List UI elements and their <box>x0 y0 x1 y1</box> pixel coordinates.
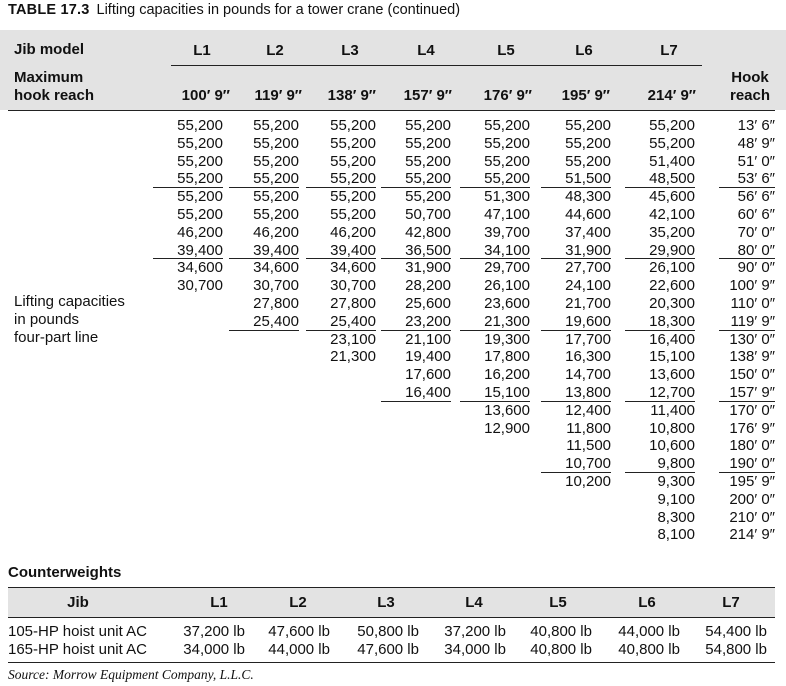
cw-value: 47,600 lb <box>357 641 419 658</box>
hook-reach-cell: 176′ 9″ <box>729 419 775 437</box>
hook-reach-cell: 110′ 0″ <box>730 294 775 312</box>
capacity-cell: 55,200 <box>484 117 530 134</box>
capacity-cell: 46,200 <box>253 223 299 241</box>
capacity-cell: 13,800 <box>541 384 611 402</box>
capacity-cell: 55,200 <box>565 134 611 152</box>
capacity-cell: 55,200 <box>484 134 530 152</box>
capacity-cell: 42,100 <box>649 205 695 223</box>
capacity-cell: 15,100 <box>649 348 695 366</box>
table-caption <box>8 2 460 18</box>
capacity-cell: 19,600 <box>541 313 611 331</box>
capacity-cell: 42,800 <box>405 223 451 241</box>
capacity-cell: 55,200 <box>229 170 299 188</box>
capacity-cell: 16,200 <box>484 366 530 384</box>
capacity-cell: 55,200 <box>253 205 299 223</box>
hook-reach-cell: 100′ 9″ <box>729 277 775 295</box>
capacity-cell: 55,200 <box>405 117 451 134</box>
max-reach-l6: 195′ 9″ <box>561 87 610 104</box>
capacity-cell: 16,300 <box>565 348 611 366</box>
capacity-cell: 51,400 <box>649 152 695 170</box>
cw-value: 40,800 lb <box>618 641 680 658</box>
capacity-cell: 25,600 <box>405 294 451 312</box>
hook-reach-column <box>719 117 775 544</box>
hook-reach-cell: 90′ 0″ <box>737 259 775 277</box>
cw-header-l6: L6 <box>638 594 656 611</box>
table-number: TABLE 17.3 <box>8 2 90 18</box>
capacity-cell: 25,400 <box>306 313 376 331</box>
capacity-cell: 12,900 <box>484 419 530 437</box>
model-header-l1: L1 <box>193 42 211 59</box>
capacity-cell: 14,700 <box>565 366 611 384</box>
capacity-cell: 34,600 <box>330 259 376 277</box>
capacity-cell: 35,200 <box>649 223 695 241</box>
capacity-cell: 39,700 <box>484 223 530 241</box>
hook-reach-cell: 48′ 9″ <box>737 134 775 152</box>
capacity-cell: 55,200 <box>330 205 376 223</box>
capacity-cell: 34,600 <box>253 259 299 277</box>
source-note: Source: Morrow Equipment Company, L.L.C. <box>8 667 254 682</box>
table-header <box>0 30 786 110</box>
capacity-cell: 55,200 <box>177 152 223 170</box>
capacity-cell: 55,200 <box>177 188 223 206</box>
capacity-cell: 55,200 <box>177 134 223 152</box>
capacity-cell: 29,900 <box>625 242 695 260</box>
capacity-cell: 9,300 <box>657 472 695 490</box>
hook-reach-cell: 130′ 0″ <box>729 330 775 348</box>
capacity-cell: 55,200 <box>381 170 451 188</box>
hook-reach-cell: 60′ 6″ <box>737 205 775 223</box>
jib-model-label: Jib model <box>14 41 85 58</box>
cw-header-l1: L1 <box>210 594 228 611</box>
capacity-cell: 23,600 <box>484 294 530 312</box>
row-label <box>14 293 125 347</box>
capacity-cell: 50,700 <box>405 205 451 223</box>
counterweights-header-rule <box>8 617 775 618</box>
capacity-cell: 48,500 <box>625 170 695 188</box>
table-title: Lifting capacities in pounds for a tower crane (continued) <box>96 2 461 18</box>
row-label-line3: four-part line <box>14 329 99 346</box>
capacity-cell: 13,600 <box>484 401 530 419</box>
model-header-l7: L7 <box>660 42 678 59</box>
capacity-cell: 23,100 <box>330 330 376 348</box>
capacity-cell: 55,200 <box>405 188 451 206</box>
capacity-cell: 27,700 <box>565 259 611 277</box>
capacity-cell: 47,100 <box>484 205 530 223</box>
model-header-l5: L5 <box>497 42 515 59</box>
counterweights-header <box>8 588 775 617</box>
capacity-cell: 26,100 <box>649 259 695 277</box>
model-header-l6: L6 <box>575 42 593 59</box>
model-header-l3: L3 <box>341 42 359 59</box>
cw-value: 47,600 lb <box>268 623 330 640</box>
capacity-column-l4 <box>381 117 451 402</box>
header-bottom-rule <box>8 110 775 111</box>
capacity-cell: 55,200 <box>484 152 530 170</box>
capacity-cell: 8,100 <box>657 526 695 544</box>
cw-row-label: 105-HP hoist unit AC <box>8 623 147 640</box>
capacity-cell: 17,700 <box>565 330 611 348</box>
capacity-cell: 55,200 <box>330 134 376 152</box>
capacity-cell: 55,200 <box>306 170 376 188</box>
hook-reach-cell: 180′ 0″ <box>729 437 775 455</box>
capacity-cell: 9,100 <box>657 490 695 508</box>
capacity-cell: 55,200 <box>177 205 223 223</box>
capacity-cell: 55,200 <box>649 134 695 152</box>
cw-value: 37,200 lb <box>183 623 245 640</box>
capacity-cell: 34,100 <box>460 242 530 260</box>
cw-value: 40,800 lb <box>530 641 592 658</box>
capacity-cell: 34,600 <box>177 259 223 277</box>
hook-reach-cell: 200′ 0″ <box>729 490 775 508</box>
capacity-cell: 30,700 <box>253 277 299 295</box>
cw-value: 44,000 lb <box>618 623 680 640</box>
max-reach-l1: 100′ 9″ <box>181 87 230 104</box>
capacity-cell: 31,900 <box>541 242 611 260</box>
capacity-column-l3 <box>306 117 376 366</box>
capacity-cell: 18,300 <box>625 313 695 331</box>
capacity-cell: 55,200 <box>565 117 611 134</box>
hook-reach-cell: 56′ 6″ <box>737 188 775 206</box>
cw-value: 44,000 lb <box>268 641 330 658</box>
capacity-cell: 21,100 <box>405 330 451 348</box>
capacity-cell: 23,200 <box>381 313 451 331</box>
capacity-cell: 12,700 <box>625 384 695 402</box>
capacity-cell: 30,700 <box>177 277 223 295</box>
capacity-cell: 37,400 <box>565 223 611 241</box>
capacity-column-l2 <box>229 117 299 331</box>
capacity-cell: 11,800 <box>566 419 611 437</box>
capacity-cell: 21,300 <box>330 348 376 366</box>
capacity-column-l5 <box>460 117 530 437</box>
capacity-cell: 19,400 <box>405 348 451 366</box>
row-label-line2: in pounds <box>14 311 80 328</box>
capacity-cell: 55,200 <box>405 134 451 152</box>
cw-header-l4: L4 <box>465 594 483 611</box>
hook-reach-cell: 119′ 9″ <box>719 313 775 331</box>
capacity-cell: 44,600 <box>565 205 611 223</box>
hook-reach-cell: 150′ 0″ <box>729 366 775 384</box>
max-reach-l3: 138′ 9″ <box>327 87 376 104</box>
cw-value: 34,000 lb <box>183 641 245 658</box>
capacity-cell: 16,400 <box>381 384 451 402</box>
capacity-cell: 10,200 <box>565 472 611 490</box>
capacity-cell: 39,400 <box>306 242 376 260</box>
capacity-cell: 11,500 <box>566 437 611 455</box>
hook-reach-cell: 80′ 0″ <box>719 242 775 260</box>
cw-jib-label: Jib <box>67 594 89 611</box>
capacity-cell: 55,200 <box>330 117 376 134</box>
counterweights-bottom-rule <box>8 662 775 663</box>
hook-reach-cell: 190′ 0″ <box>719 455 775 473</box>
max-reach-l4: 157′ 9″ <box>403 87 452 104</box>
capacity-cell: 12,400 <box>565 401 611 419</box>
capacity-cell: 17,800 <box>484 348 530 366</box>
capacity-cell: 45,600 <box>649 188 695 206</box>
model-header-l2: L2 <box>266 42 284 59</box>
capacity-cell: 48,300 <box>565 188 611 206</box>
capacity-cell: 20,300 <box>649 294 695 312</box>
capacity-cell: 27,800 <box>253 294 299 312</box>
hook-reach-cell: 157′ 9″ <box>719 384 775 402</box>
capacity-cell: 19,300 <box>484 330 530 348</box>
capacity-cell: 55,200 <box>565 152 611 170</box>
capacity-cell: 24,100 <box>565 277 611 295</box>
hook-reach-cell: 70′ 0″ <box>737 223 775 241</box>
capacity-cell: 27,800 <box>330 294 376 312</box>
capacity-cell: 21,700 <box>565 294 611 312</box>
max-reach-l2: 119′ 9″ <box>254 87 302 104</box>
capacity-cell: 55,200 <box>330 152 376 170</box>
capacity-cell: 21,300 <box>460 313 530 331</box>
capacity-cell: 51,300 <box>484 188 530 206</box>
capacity-cell: 55,200 <box>253 152 299 170</box>
capacity-cell: 10,600 <box>649 437 695 455</box>
capacity-cell: 28,200 <box>405 277 451 295</box>
cw-value: 37,200 lb <box>444 623 506 640</box>
capacity-cell: 8,300 <box>657 508 695 526</box>
capacity-cell: 51,500 <box>541 170 611 188</box>
hook-reach-cell: 13′ 6″ <box>737 117 775 134</box>
capacity-cell: 46,200 <box>330 223 376 241</box>
cw-row-label: 165-HP hoist unit AC <box>8 641 147 658</box>
cw-value: 40,800 lb <box>530 623 592 640</box>
counterweights-title: Counterweights <box>8 564 122 581</box>
capacity-cell: 55,200 <box>253 117 299 134</box>
capacity-cell: 13,600 <box>649 366 695 384</box>
capacity-cell: 9,800 <box>625 455 695 473</box>
hook-reach-label-line2: reach <box>729 87 771 104</box>
max-reach-label-line1: Maximum <box>14 69 84 86</box>
capacity-cell: 55,200 <box>460 170 530 188</box>
capacity-column-l6 <box>541 117 611 491</box>
hook-reach-cell: 195′ 9″ <box>729 472 775 490</box>
hook-reach-label-line1: Hook <box>731 69 769 86</box>
capacity-cell: 55,200 <box>649 117 695 134</box>
capacity-cell: 10,700 <box>541 455 611 473</box>
capacity-cell: 29,700 <box>484 259 530 277</box>
header-span-rule <box>171 65 702 66</box>
capacity-cell: 55,200 <box>177 117 223 134</box>
cw-value: 50,800 lb <box>357 623 419 640</box>
capacity-cell: 15,100 <box>460 384 530 402</box>
capacity-cell: 17,600 <box>405 366 451 384</box>
capacity-cell: 16,400 <box>649 330 695 348</box>
capacity-cell: 55,200 <box>330 188 376 206</box>
capacity-cell: 31,900 <box>405 259 451 277</box>
capacity-cell: 39,400 <box>153 242 223 260</box>
model-header-l4: L4 <box>417 42 435 59</box>
capacity-cell: 10,800 <box>649 419 695 437</box>
capacity-cell: 22,600 <box>649 277 695 295</box>
hook-reach-cell: 53′ 6″ <box>719 170 775 188</box>
capacity-cell: 25,400 <box>229 313 299 331</box>
hook-reach-cell: 51′ 0″ <box>737 152 775 170</box>
max-reach-l7: 214′ 9″ <box>647 87 696 104</box>
cw-header-l5: L5 <box>549 594 567 611</box>
capacity-cell: 26,100 <box>484 277 530 295</box>
hook-reach-cell: 138′ 9″ <box>729 348 775 366</box>
cw-header-l3: L3 <box>377 594 395 611</box>
cw-value: 54,800 lb <box>705 641 767 658</box>
cw-header-l2: L2 <box>289 594 307 611</box>
capacity-column-l7 <box>625 117 695 544</box>
capacity-cell: 55,200 <box>405 152 451 170</box>
capacity-column-l1 <box>153 117 223 295</box>
cw-header-l7: L7 <box>722 594 740 611</box>
capacity-cell: 39,400 <box>229 242 299 260</box>
max-reach-label-line2: hook reach <box>14 87 95 104</box>
capacity-cell: 55,200 <box>253 134 299 152</box>
capacity-cell: 36,500 <box>381 242 451 260</box>
capacity-cell: 30,700 <box>330 277 376 295</box>
hook-reach-cell: 170′ 0″ <box>729 401 775 419</box>
row-label-line1: Lifting capacities <box>14 293 125 310</box>
capacity-cell: 11,400 <box>650 401 695 419</box>
max-reach-l5: 176′ 9″ <box>483 87 532 104</box>
hook-reach-cell: 214′ 9″ <box>729 526 775 544</box>
hook-reach-cell: 210′ 0″ <box>729 508 775 526</box>
capacity-cell: 46,200 <box>177 223 223 241</box>
capacity-cell: 55,200 <box>153 170 223 188</box>
cw-value: 54,400 lb <box>705 623 767 640</box>
capacity-cell: 55,200 <box>253 188 299 206</box>
cw-value: 34,000 lb <box>444 641 506 658</box>
capacity-table-body <box>0 117 786 552</box>
